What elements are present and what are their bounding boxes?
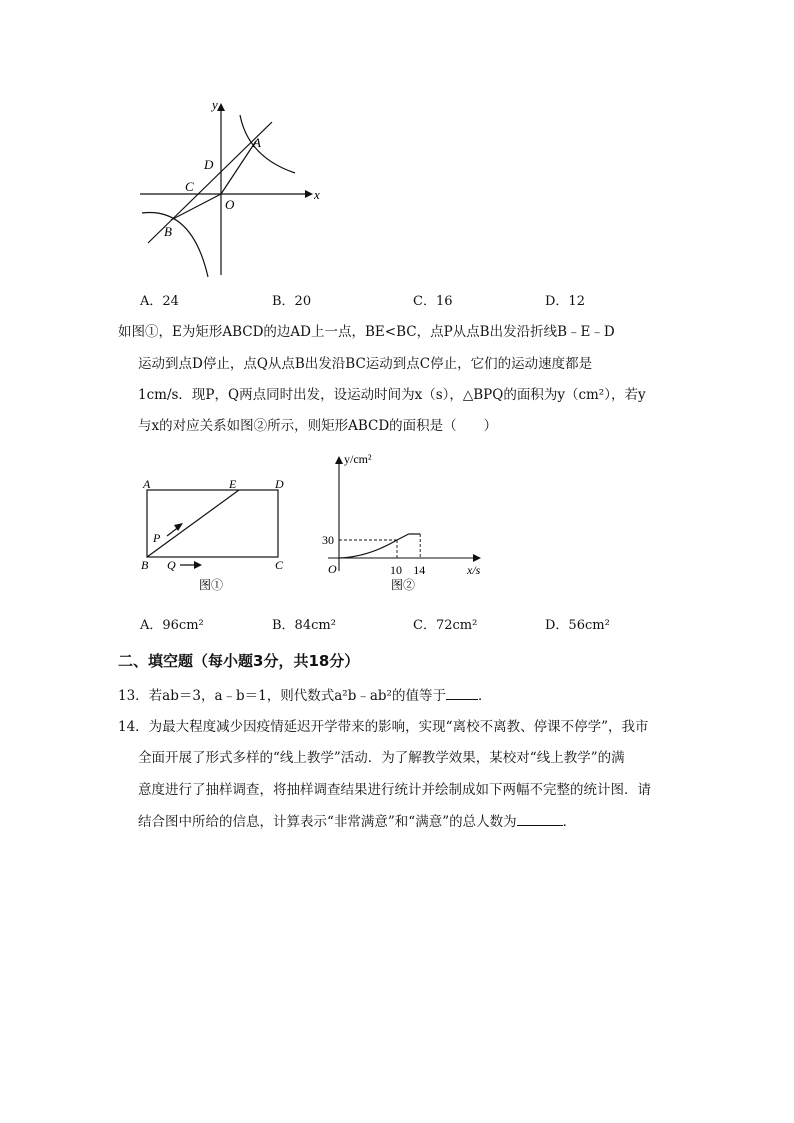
label-A: A xyxy=(253,135,261,150)
hyperbola-branch-1 xyxy=(240,115,295,173)
label-P: P xyxy=(153,531,161,545)
y-axis-arrow xyxy=(335,456,343,464)
q14-line-2: 全面开展了形式多样的“线上教学”活动．为了解教学效果，某校对“线上教学”的满 xyxy=(138,750,625,766)
x-tick-14: 14 xyxy=(413,563,426,577)
figure-2-caption: 图② xyxy=(391,578,416,592)
q-arrow-head xyxy=(194,561,202,569)
q12-line-3: 1cm/s．现P，Q两点同时出发，设运动时间为x（s），△BPQ的面积为y（cm²），若y xyxy=(138,387,646,403)
label-x: x xyxy=(314,187,320,202)
y-axis-arrow xyxy=(217,103,225,111)
q13-body: 13．若ab＝3，a﹣b＝1，则代数式a²b﹣ab²的值等于 xyxy=(118,688,446,704)
q12-option-d: D．56cm² xyxy=(545,618,610,633)
label-C: C xyxy=(185,179,194,194)
x-axis-arrow xyxy=(473,554,481,562)
q12-option-a: A．96cm² xyxy=(140,618,204,633)
q11-option-c: C．16 xyxy=(413,294,453,309)
segment-OB xyxy=(171,194,221,220)
q12-figure-1 xyxy=(135,472,295,597)
label-B: B xyxy=(141,558,149,572)
section-heading: 二、填空题（每小题3分，共18分） xyxy=(118,652,360,670)
label-E: E xyxy=(229,477,237,491)
label-y: y xyxy=(212,97,218,112)
y-axis-label: y/cm² xyxy=(344,452,372,466)
label-Q: Q xyxy=(167,558,176,572)
segment-OA xyxy=(221,141,256,194)
x-tick-10: 10 xyxy=(390,563,402,577)
q14-line-1: 14．为最大程度减少因疫情延迟开学带来的影响，实现“离校不离教、停课不停学”，我市 xyxy=(118,719,649,735)
q12-line-4: 与x的对应关系如图②所示，则矩形ABCD的面积是（ ） xyxy=(138,418,498,434)
origin-label: O xyxy=(328,562,337,576)
rectangle-ABCD xyxy=(147,490,278,557)
label-B: B xyxy=(164,224,172,239)
q13-answer-blank xyxy=(446,699,478,700)
q11-option-a: A．24 xyxy=(140,294,179,309)
y-tick-30: 30 xyxy=(322,533,334,547)
label-A: A xyxy=(143,477,151,491)
label-O: O xyxy=(225,197,235,212)
q13-text: 13．若ab＝3，a﹣b＝1，则代数式a²b﹣ab²的值等于 ． xyxy=(118,688,492,704)
q14-line-3: 意度进行了抽样调查，将抽样调查结果进行统计并绘制成如下两幅不完整的统计图．请 xyxy=(138,782,651,798)
q12-line-2: 运动到点D停止，点Q从点B出发沿BC运动到点C停止，它们的运动速度都是 xyxy=(138,356,593,372)
q11-option-b: B．20 xyxy=(272,294,312,309)
q14-line-4-body: 结合图中所给的信息，计算表示“非常满意”和“满意”的总人数为 xyxy=(138,814,517,830)
label-D: D xyxy=(204,157,214,172)
label-C: C xyxy=(275,558,284,572)
figure-1-caption: 图① xyxy=(199,578,224,592)
q11-figure xyxy=(130,95,340,285)
x-axis-arrow xyxy=(305,190,313,198)
segment-BE xyxy=(147,490,239,557)
q12-line-1: 如图①，E为矩形ABCD的边AD上一点，BE<BC，点P从点B出发沿折线B﹣E﹣D xyxy=(118,324,615,340)
q11-option-d: D．12 xyxy=(545,294,585,309)
q14-line-4: 结合图中所给的信息，计算表示“非常满意”和“满意”的总人数为 ． xyxy=(138,814,577,830)
series-curve xyxy=(339,540,397,558)
q12-option-c: C．72cm² xyxy=(413,618,478,633)
hyperbola-branch-2 xyxy=(142,213,208,277)
q12-figure-2 xyxy=(318,446,493,596)
series-line xyxy=(397,534,409,540)
label-D: D xyxy=(275,477,284,491)
q14-answer-blank xyxy=(517,825,563,826)
x-axis-label: x/s xyxy=(467,563,481,577)
q12-option-b: B．84cm² xyxy=(272,618,336,633)
